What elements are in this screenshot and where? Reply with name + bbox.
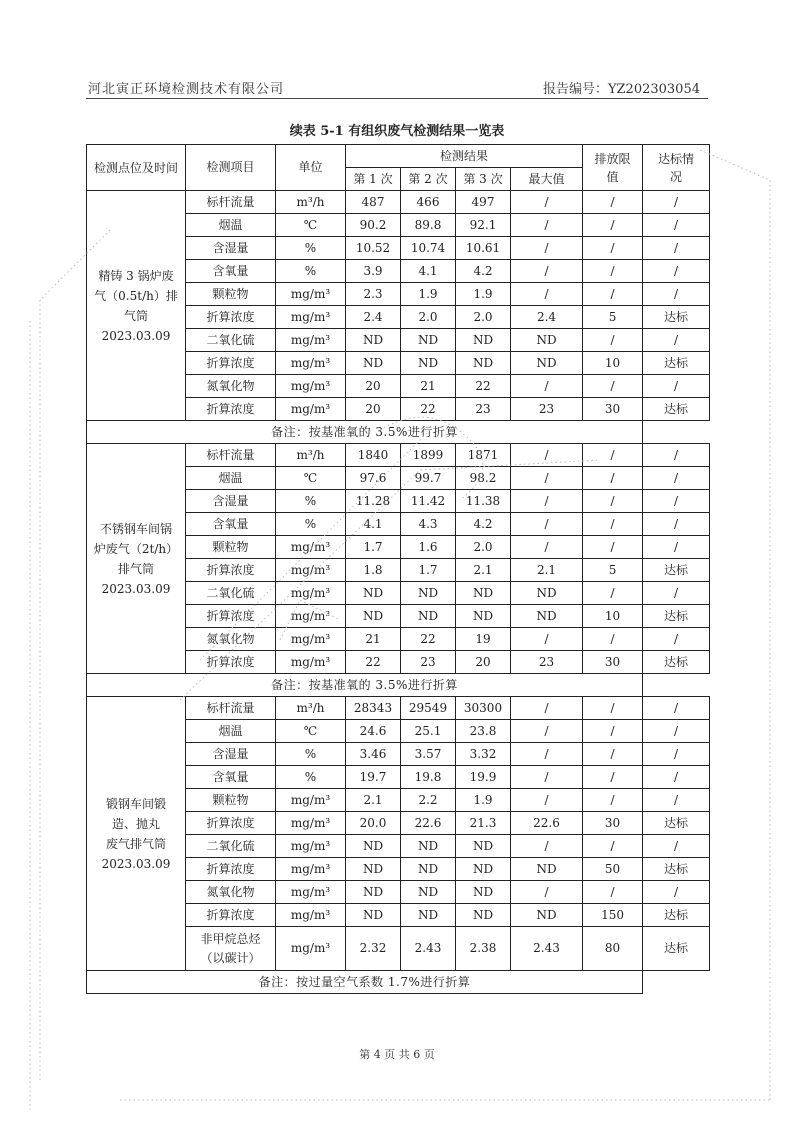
cell-max: / bbox=[511, 835, 583, 858]
cell-unit: % bbox=[276, 260, 346, 283]
cell-item: 氮氧化物 bbox=[186, 628, 276, 651]
cell-r1: 487 bbox=[346, 191, 401, 214]
cell-r3: 30300 bbox=[456, 697, 511, 720]
cell-r1: 20 bbox=[346, 398, 401, 421]
cell-status: 达标 bbox=[643, 651, 710, 674]
cell-max: / bbox=[511, 283, 583, 306]
cell-r3: ND bbox=[456, 904, 511, 927]
cell-limit: / bbox=[583, 214, 643, 237]
report-number: 报告编号：YZ202303054 bbox=[542, 82, 700, 97]
cell-status: / bbox=[643, 720, 710, 743]
cell-r1: 3.9 bbox=[346, 260, 401, 283]
cell-status: 达标 bbox=[643, 858, 710, 881]
cell-r3: ND bbox=[456, 582, 511, 605]
cell-r3: 98.2 bbox=[456, 467, 511, 490]
cell-r1: 20.0 bbox=[346, 812, 401, 835]
results-table bbox=[86, 144, 710, 994]
cell-status: 达标 bbox=[643, 398, 710, 421]
cell-status: 达标 bbox=[643, 904, 710, 927]
cell-status: / bbox=[643, 881, 710, 904]
cell-status: / bbox=[643, 444, 710, 467]
site-line: 炉废气（2t/h） bbox=[93, 541, 179, 556]
cell-limit: / bbox=[583, 628, 643, 651]
cell-limit: / bbox=[583, 375, 643, 398]
cell-status: / bbox=[643, 743, 710, 766]
site-cell bbox=[87, 444, 186, 674]
cell-max: / bbox=[511, 375, 583, 398]
cell-r3: 20 bbox=[456, 651, 511, 674]
cell-item: 非甲烷总烃（以碳计） bbox=[186, 927, 276, 971]
site-line: 不锈钢车间锅 bbox=[99, 521, 172, 536]
cell-r2: 2.0 bbox=[401, 306, 456, 329]
cell-unit: mg/m³ bbox=[276, 329, 346, 352]
cell-unit: m³/h bbox=[276, 191, 346, 214]
cell-unit: mg/m³ bbox=[276, 559, 346, 582]
cell-max: / bbox=[511, 743, 583, 766]
cell-r3: 2.0 bbox=[456, 536, 511, 559]
cell-unit: ℃ bbox=[276, 720, 346, 743]
cell-unit: ℃ bbox=[276, 214, 346, 237]
cell-r2: 3.57 bbox=[401, 743, 456, 766]
cell-limit: / bbox=[583, 467, 643, 490]
cell-r1: 19.7 bbox=[346, 766, 401, 789]
cell-r3: 19 bbox=[456, 628, 511, 651]
cell-r1: 90.2 bbox=[346, 214, 401, 237]
cell-r3: 19.9 bbox=[456, 766, 511, 789]
cell-r3: 1.9 bbox=[456, 789, 511, 812]
cell-r1: 24.6 bbox=[346, 720, 401, 743]
cell-r1: 2.1 bbox=[346, 789, 401, 812]
cell-limit: / bbox=[583, 881, 643, 904]
cell-limit: 30 bbox=[583, 651, 643, 674]
cell-r1: 20 bbox=[346, 375, 401, 398]
cell-max: 2.43 bbox=[511, 927, 583, 971]
cell-limit: / bbox=[583, 329, 643, 352]
cell-unit: % bbox=[276, 766, 346, 789]
cell-r1: 2.32 bbox=[346, 927, 401, 971]
cell-r3: 10.61 bbox=[456, 237, 511, 260]
cell-max: ND bbox=[511, 858, 583, 881]
note-cell: 备注：按过量空气系数 1.7%进行折算 bbox=[87, 971, 643, 994]
cell-r1: 2.4 bbox=[346, 306, 401, 329]
site-line: 2023.03.09 bbox=[101, 328, 171, 343]
col-site: 检测点位及时间 bbox=[87, 145, 186, 191]
cell-item: 折算浓度 bbox=[186, 398, 276, 421]
cell-unit: mg/m³ bbox=[276, 306, 346, 329]
cell-item: 标杆流量 bbox=[186, 191, 276, 214]
cell-limit: / bbox=[583, 789, 643, 812]
site-line: 2023.03.09 bbox=[101, 581, 171, 596]
header-divider bbox=[86, 98, 708, 99]
cell-max: 23 bbox=[511, 651, 583, 674]
cell-limit: / bbox=[583, 743, 643, 766]
cell-r3: 21.3 bbox=[456, 812, 511, 835]
cell-status: / bbox=[643, 214, 710, 237]
cell-item: 折算浓度 bbox=[186, 559, 276, 582]
cell-r2: 2.43 bbox=[401, 927, 456, 971]
cell-r1: 1.7 bbox=[346, 536, 401, 559]
company-name: 河北寅正环境检测技术有限公司 bbox=[88, 82, 285, 97]
cell-r2: 19.8 bbox=[401, 766, 456, 789]
site-line: 精铸 3 锅炉废 bbox=[98, 268, 174, 283]
cell-r3: 497 bbox=[456, 191, 511, 214]
cell-r2: 11.42 bbox=[401, 490, 456, 513]
cell-unit: mg/m³ bbox=[276, 927, 346, 971]
cell-item: 含湿量 bbox=[186, 237, 276, 260]
cell-r3: 23 bbox=[456, 398, 511, 421]
cell-max: / bbox=[511, 467, 583, 490]
cell-max: ND bbox=[511, 352, 583, 375]
cell-r1: 2.3 bbox=[346, 283, 401, 306]
cell-max: / bbox=[511, 720, 583, 743]
cell-status: 达标 bbox=[643, 352, 710, 375]
cell-item: 折算浓度 bbox=[186, 858, 276, 881]
cell-item: 折算浓度 bbox=[186, 352, 276, 375]
cell-r2: 99.7 bbox=[401, 467, 456, 490]
cell-status: / bbox=[643, 536, 710, 559]
cell-r1: ND bbox=[346, 329, 401, 352]
col-item: 检测项目 bbox=[186, 145, 276, 191]
cell-status: / bbox=[643, 329, 710, 352]
cell-r1: 1.8 bbox=[346, 559, 401, 582]
cell-limit: / bbox=[583, 697, 643, 720]
cell-item: 二氧化硫 bbox=[186, 582, 276, 605]
site-cell bbox=[87, 191, 186, 421]
cell-item: 折算浓度 bbox=[186, 605, 276, 628]
cell-r2: 22 bbox=[401, 628, 456, 651]
cell-r3: 1.9 bbox=[456, 283, 511, 306]
cell-unit: mg/m³ bbox=[276, 398, 346, 421]
cell-r1: 21 bbox=[346, 628, 401, 651]
note-cell: 备注：按基准氧的 3.5%进行折算 bbox=[87, 674, 643, 697]
cell-r3: 4.2 bbox=[456, 260, 511, 283]
cell-unit: mg/m³ bbox=[276, 375, 346, 398]
cell-item: 二氧化硫 bbox=[186, 329, 276, 352]
cell-unit: m³/h bbox=[276, 697, 346, 720]
cell-unit: mg/m³ bbox=[276, 858, 346, 881]
cell-r3: ND bbox=[456, 835, 511, 858]
cell-r1: 10.52 bbox=[346, 237, 401, 260]
cell-r3: 2.1 bbox=[456, 559, 511, 582]
cell-item: 折算浓度 bbox=[186, 812, 276, 835]
cell-limit: / bbox=[583, 536, 643, 559]
cell-unit: mg/m³ bbox=[276, 651, 346, 674]
site-line: 气（0.5t/h）排 bbox=[94, 288, 178, 303]
cell-r2: 22 bbox=[401, 398, 456, 421]
cell-item: 二氧化硫 bbox=[186, 835, 276, 858]
table-row bbox=[87, 191, 710, 214]
cell-unit: mg/m³ bbox=[276, 904, 346, 927]
cell-r1: 11.28 bbox=[346, 490, 401, 513]
cell-r2: ND bbox=[401, 605, 456, 628]
cell-max: / bbox=[511, 628, 583, 651]
cell-r1: 4.1 bbox=[346, 513, 401, 536]
cell-r3: ND bbox=[456, 858, 511, 881]
cell-limit: / bbox=[583, 237, 643, 260]
cell-r2: 4.1 bbox=[401, 260, 456, 283]
cell-max: ND bbox=[511, 329, 583, 352]
cell-max: 2.1 bbox=[511, 559, 583, 582]
note-row bbox=[87, 971, 710, 994]
cell-unit: mg/m³ bbox=[276, 881, 346, 904]
cell-status: / bbox=[643, 490, 710, 513]
cell-r3: 4.2 bbox=[456, 513, 511, 536]
cell-status: / bbox=[643, 283, 710, 306]
cell-r1: 1840 bbox=[346, 444, 401, 467]
cell-item: 烟温 bbox=[186, 467, 276, 490]
cell-max: / bbox=[511, 789, 583, 812]
cell-r3: ND bbox=[456, 881, 511, 904]
cell-limit: / bbox=[583, 260, 643, 283]
cell-unit: mg/m³ bbox=[276, 283, 346, 306]
site-line: 废气排气筒 bbox=[105, 836, 166, 851]
cell-r2: 23 bbox=[401, 651, 456, 674]
col-max: 最大值 bbox=[511, 168, 583, 191]
note-row bbox=[87, 421, 710, 444]
cell-item: 含氧量 bbox=[186, 260, 276, 283]
cell-limit: / bbox=[583, 720, 643, 743]
col-run-3: 第 3 次 bbox=[456, 168, 511, 191]
cell-r2: ND bbox=[401, 835, 456, 858]
cell-status: / bbox=[643, 260, 710, 283]
cell-r1: ND bbox=[346, 835, 401, 858]
cell-limit: 30 bbox=[583, 812, 643, 835]
cell-limit: / bbox=[583, 191, 643, 214]
cell-r1: ND bbox=[346, 904, 401, 927]
cell-unit: mg/m³ bbox=[276, 789, 346, 812]
cell-unit: mg/m³ bbox=[276, 835, 346, 858]
cell-r2: 21 bbox=[401, 375, 456, 398]
cell-item: 含氧量 bbox=[186, 766, 276, 789]
cell-limit: 150 bbox=[583, 904, 643, 927]
cell-unit: % bbox=[276, 490, 346, 513]
cell-unit: mg/m³ bbox=[276, 628, 346, 651]
cell-unit: % bbox=[276, 237, 346, 260]
cell-r3: 23.8 bbox=[456, 720, 511, 743]
cell-unit: mg/m³ bbox=[276, 605, 346, 628]
cell-item: 烟温 bbox=[186, 214, 276, 237]
cell-limit: 10 bbox=[583, 352, 643, 375]
site-line: 锻钢车间锻 bbox=[105, 796, 166, 811]
cell-status: 达标 bbox=[643, 812, 710, 835]
results-body bbox=[87, 191, 710, 994]
cell-status: / bbox=[643, 582, 710, 605]
cell-r2: ND bbox=[401, 881, 456, 904]
cell-status: / bbox=[643, 191, 710, 214]
cell-max: / bbox=[511, 513, 583, 536]
site-cell bbox=[87, 697, 186, 971]
cell-limit: / bbox=[583, 490, 643, 513]
cell-r2: 1.9 bbox=[401, 283, 456, 306]
cell-unit: mg/m³ bbox=[276, 536, 346, 559]
cell-r1: ND bbox=[346, 881, 401, 904]
cell-status: 达标 bbox=[643, 306, 710, 329]
cell-r3: ND bbox=[456, 352, 511, 375]
cell-item: 颗粒物 bbox=[186, 283, 276, 306]
cell-r3: ND bbox=[456, 329, 511, 352]
cell-limit: 30 bbox=[583, 398, 643, 421]
cell-max: / bbox=[511, 260, 583, 283]
cell-max: ND bbox=[511, 904, 583, 927]
cell-r2: 10.74 bbox=[401, 237, 456, 260]
cell-status: 达标 bbox=[643, 927, 710, 971]
cell-r2: ND bbox=[401, 858, 456, 881]
cell-r1: ND bbox=[346, 605, 401, 628]
cell-r2: 1.6 bbox=[401, 536, 456, 559]
cell-limit: 5 bbox=[583, 306, 643, 329]
cell-r2: ND bbox=[401, 904, 456, 927]
cell-limit: / bbox=[583, 283, 643, 306]
cell-status: 达标 bbox=[643, 559, 710, 582]
cell-status: / bbox=[643, 375, 710, 398]
site-line: 排气筒 bbox=[117, 561, 154, 576]
cell-item: 标杆流量 bbox=[186, 444, 276, 467]
site-line: 气筒 bbox=[123, 308, 148, 323]
cell-item: 含湿量 bbox=[186, 743, 276, 766]
cell-unit: m³/h bbox=[276, 444, 346, 467]
cell-status: / bbox=[643, 697, 710, 720]
cell-r2: ND bbox=[401, 352, 456, 375]
cell-status: / bbox=[643, 513, 710, 536]
cell-item: 氮氧化物 bbox=[186, 881, 276, 904]
cell-max: 23 bbox=[511, 398, 583, 421]
cell-limit: / bbox=[583, 835, 643, 858]
cell-item: 烟温 bbox=[186, 720, 276, 743]
cell-max: ND bbox=[511, 582, 583, 605]
cell-r2: ND bbox=[401, 582, 456, 605]
cell-unit: mg/m³ bbox=[276, 582, 346, 605]
cell-r3: 3.32 bbox=[456, 743, 511, 766]
cell-max: / bbox=[511, 881, 583, 904]
note-cell: 备注：按基准氧的 3.5%进行折算 bbox=[87, 421, 643, 444]
cell-status: 达标 bbox=[643, 605, 710, 628]
cell-r3: 2.38 bbox=[456, 927, 511, 971]
cell-unit: mg/m³ bbox=[276, 352, 346, 375]
cell-unit: % bbox=[276, 743, 346, 766]
cell-max: / bbox=[511, 214, 583, 237]
cell-r2: 2.2 bbox=[401, 789, 456, 812]
col-limit: 排放限值 bbox=[583, 145, 643, 191]
site-line: 2023.03.09 bbox=[101, 856, 171, 871]
cell-max: / bbox=[511, 191, 583, 214]
cell-r2: 29549 bbox=[401, 697, 456, 720]
cell-item: 折算浓度 bbox=[186, 306, 276, 329]
cell-r2: 1.7 bbox=[401, 559, 456, 582]
cell-unit: % bbox=[276, 513, 346, 536]
cell-r1: 3.46 bbox=[346, 743, 401, 766]
col-run-1: 第 1 次 bbox=[346, 168, 401, 191]
cell-limit: / bbox=[583, 513, 643, 536]
table-row bbox=[87, 697, 710, 720]
col-run-2: 第 2 次 bbox=[401, 168, 456, 191]
cell-item: 含湿量 bbox=[186, 490, 276, 513]
col-unit: 单位 bbox=[276, 145, 346, 191]
cell-r1: ND bbox=[346, 582, 401, 605]
cell-status: / bbox=[643, 467, 710, 490]
cell-limit: 10 bbox=[583, 605, 643, 628]
page-number: 第 4 页 共 6 页 bbox=[359, 1048, 435, 1061]
cell-status: / bbox=[643, 766, 710, 789]
cell-max: ND bbox=[511, 605, 583, 628]
cell-r1: 22 bbox=[346, 651, 401, 674]
cell-item: 折算浓度 bbox=[186, 651, 276, 674]
cell-item: 标杆流量 bbox=[186, 697, 276, 720]
cell-r3: ND bbox=[456, 605, 511, 628]
cell-r1: 28343 bbox=[346, 697, 401, 720]
cell-unit: ℃ bbox=[276, 467, 346, 490]
cell-r1: 97.6 bbox=[346, 467, 401, 490]
cell-r2: 1899 bbox=[401, 444, 456, 467]
cell-r1: ND bbox=[346, 858, 401, 881]
cell-max: / bbox=[511, 697, 583, 720]
cell-limit: / bbox=[583, 444, 643, 467]
cell-item: 含氧量 bbox=[186, 513, 276, 536]
cell-max: / bbox=[511, 536, 583, 559]
cell-max: / bbox=[511, 490, 583, 513]
cell-r2: 22.6 bbox=[401, 812, 456, 835]
cell-limit: / bbox=[583, 582, 643, 605]
cell-status: / bbox=[643, 835, 710, 858]
cell-unit: mg/m³ bbox=[276, 812, 346, 835]
table-row bbox=[87, 444, 710, 467]
site-line: 造、抛丸 bbox=[111, 816, 160, 831]
col-results: 检测结果 bbox=[346, 145, 583, 168]
cell-max: / bbox=[511, 237, 583, 260]
cell-r2: ND bbox=[401, 329, 456, 352]
cell-r2: 466 bbox=[401, 191, 456, 214]
cell-limit: 5 bbox=[583, 559, 643, 582]
cell-r3: 11.38 bbox=[456, 490, 511, 513]
cell-r2: 89.8 bbox=[401, 214, 456, 237]
cell-r1: ND bbox=[346, 352, 401, 375]
cell-status: / bbox=[643, 237, 710, 260]
cell-max: / bbox=[511, 766, 583, 789]
cell-max: / bbox=[511, 444, 583, 467]
col-status: 达标情况 bbox=[643, 145, 710, 191]
cell-item: 颗粒物 bbox=[186, 536, 276, 559]
note-row bbox=[87, 674, 710, 697]
cell-limit: 50 bbox=[583, 858, 643, 881]
cell-limit: / bbox=[583, 766, 643, 789]
cell-limit: 80 bbox=[583, 927, 643, 971]
cell-r3: 2.0 bbox=[456, 306, 511, 329]
cell-r3: 92.1 bbox=[456, 214, 511, 237]
cell-r3: 1871 bbox=[456, 444, 511, 467]
table-title: 续表 5-1 有组织废气检测结果一览表 bbox=[289, 124, 505, 139]
cell-status: / bbox=[643, 628, 710, 651]
cell-item: 折算浓度 bbox=[186, 904, 276, 927]
cell-r2: 25.1 bbox=[401, 720, 456, 743]
cell-r2: 4.3 bbox=[401, 513, 456, 536]
cell-item: 氮氧化物 bbox=[186, 375, 276, 398]
cell-r3: 22 bbox=[456, 375, 511, 398]
cell-status: / bbox=[643, 789, 710, 812]
cell-max: 22.6 bbox=[511, 812, 583, 835]
cell-max: 2.4 bbox=[511, 306, 583, 329]
cell-item: 颗粒物 bbox=[186, 789, 276, 812]
